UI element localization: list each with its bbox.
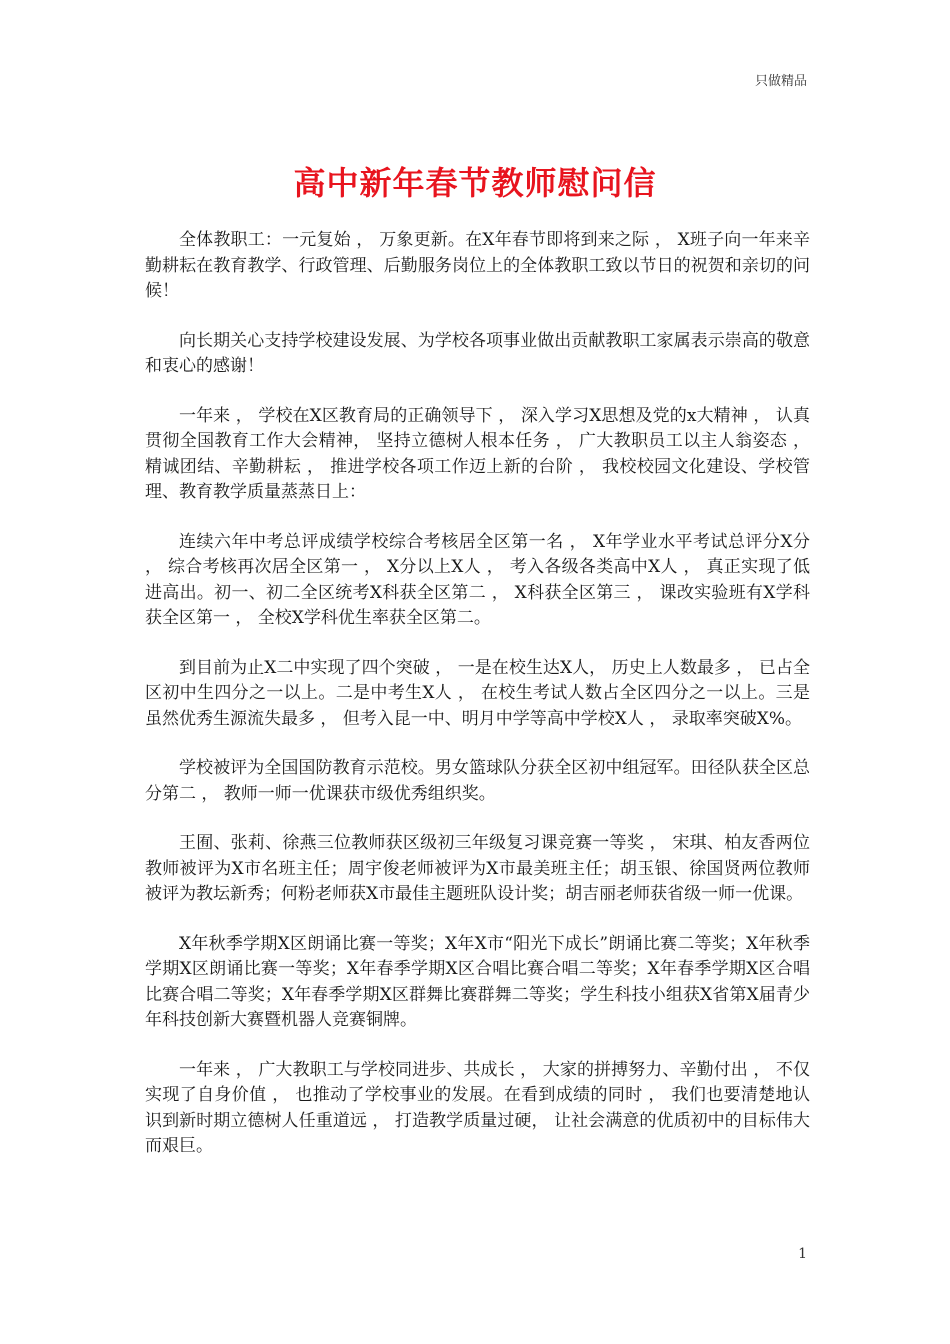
paragraph-exam-results: 连续六年中考总评成绩学校综合考核居全区第一名 ， X年学业水平考试总评分X分 ， 综合考核再次居全区第一 ， X分以上X人 ， 考入各级各类高中X人 ， 真正实现了低进高出。初一、初二全区统考X科获全区第二 ， X科获全区第三 ， 课改实验班有X学科获全区第一 ， 全校X学科优生率获全区第二。: [145, 531, 810, 628]
document-title: 高中新年春节教师慰问信: [293, 164, 657, 202]
paragraph-student-awards: X年秋季学期X区朗诵比赛一等奖；X年X市“阳光下成长”朗诵比赛二等奖；X年秋季学期X区朗诵比赛一等奖；X年春季学期X区合唱比赛合唱二等奖；X年春季学期X区合唱比赛合唱二等奖；X年春季学期X区群舞比赛群舞二等奖；学生科技小组获X省第X届青少年科技创新大赛暨机器人竞赛铜牌。: [145, 933, 810, 1030]
paragraph-thanks-families: 向长期关心支持学校建设发展、为学校各项事业做出贡献教职工家属表示崇高的敬意和衷心的感谢！: [145, 330, 810, 376]
page-number: 1: [798, 1246, 807, 1262]
header-note: 只做精品: [754, 74, 807, 89]
paragraph-closing: 一年来 ， 广大教职工与学校同进步、共成长 ， 大家的拼搏努力、辛勤付出 ， 不仅实现了自身价值 ， 也推动了学校事业的发展。在看到成绩的同时 ， 我们也要清楚地认识到新时期立德树人任重道远 ， 打造教学质量过硬， 让社会满意的优质初中的目标伟大而艰巨。: [145, 1059, 810, 1156]
paragraph-teacher-awards: 王囿、张莉、徐燕三位教师获区级初三年级复习课竞赛一等奖 ， 宋琪、柏友香两位教师被评为X市名班主任；周宇俊老师被评为X市最美班主任；胡玉银、徐国贤两位教师被评为教坛新秀；何粉老师获X市最佳主题班队设计奖；胡吉丽老师获省级一师一优课。: [145, 833, 810, 904]
paragraph-breakthroughs: 到目前为止X二中实现了四个突破 ， 一是在校生达X人， 历史上人数最多 ， 已占全区初中生四分之一以上。二是中考生X人 ， 在校生考试人数占全区四分之一以上。三是虽然优秀生源流失最多 ， 但考入昆一中、明月中学等高中学校X人 ， 录取率突破X%。: [145, 657, 810, 729]
letter-body: [145, 228, 810, 1184]
paragraph-greeting: 全体教职工：一元复始 ， 万象更新。在X年春节即将到来之际 ， X班子向一年来辛勤耕耘在教育教学、行政管理、后勤服务岗位上的全体教职工致以节日的祝贺和亲切的问候！: [145, 230, 810, 301]
paragraph-year-review: 一年来 ， 学校在X区教育局的正确领导下 ， 深入学习X思想及党的x大精神 ， 认真贯彻全国教育工作大会精神， 坚持立德树人根本任务 ， 广大教职员工以主人翁姿态 ， 精诚团结、辛勤耕耘 ， 推进学校各项工作迈上新的台阶 ， 我校校园文化建设、学校管理、教育教学质量蒸蒸日上：: [145, 405, 810, 502]
paragraph-school-honors: 学校被评为全国国防教育示范校。男女篮球队分获全区初中组冠军。田径队获全区总分第二 ， 教师一师一优课获市级优秀组织奖。: [145, 758, 810, 804]
